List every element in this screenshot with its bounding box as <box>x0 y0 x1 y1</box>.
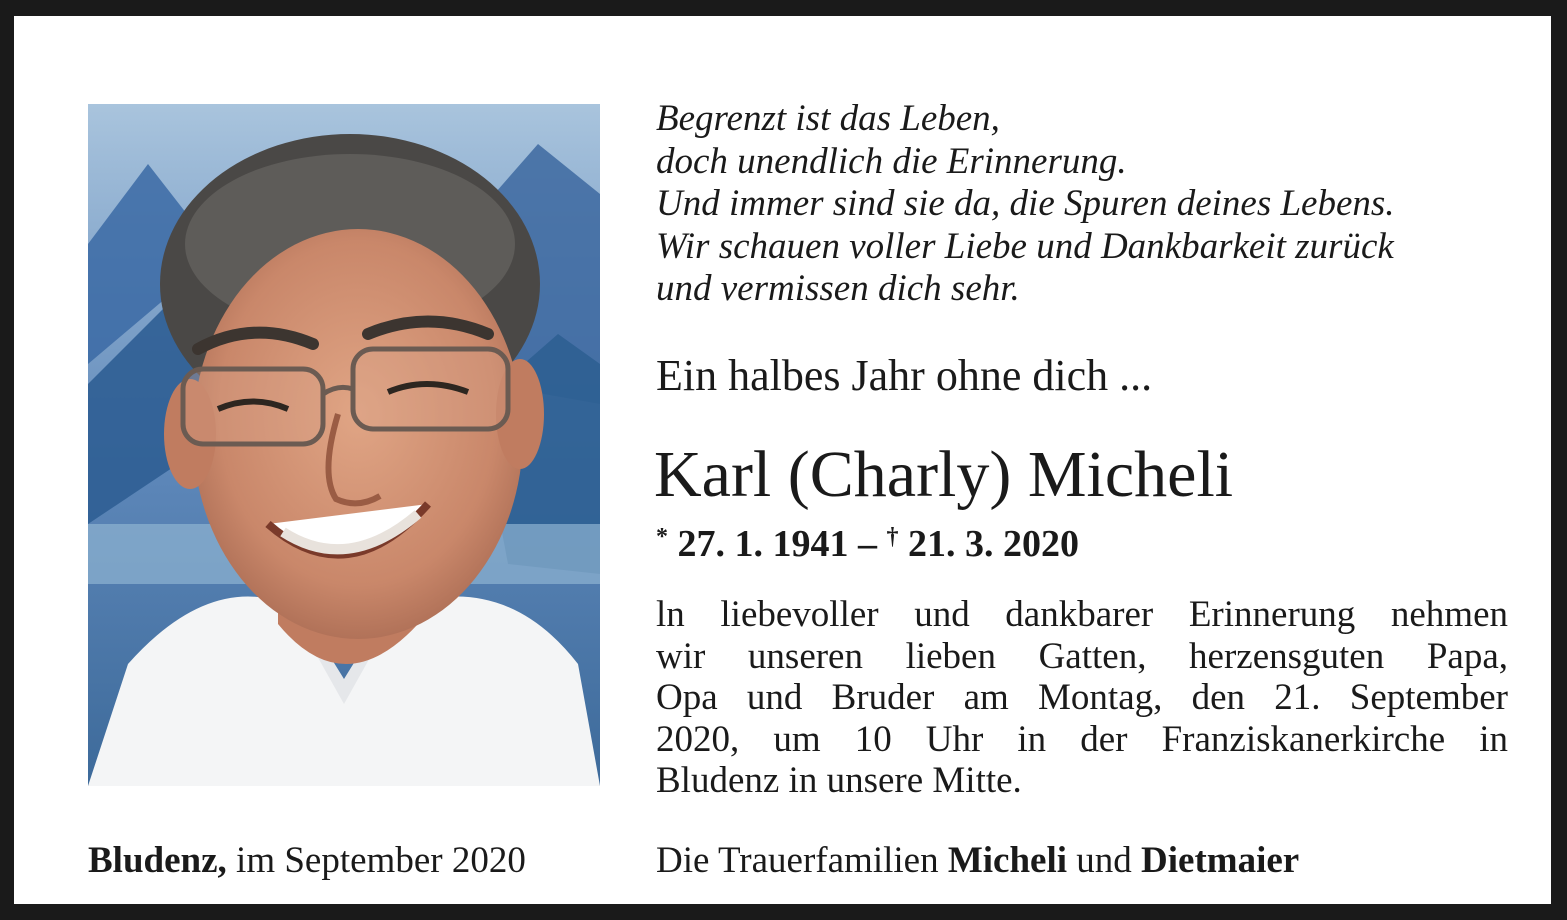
death-symbol: † <box>886 524 899 550</box>
announcement-line: wir unseren lieben Gatten, herzensguten Papa, <box>656 635 1508 677</box>
portrait-photo <box>88 104 600 786</box>
portrait-illustration <box>88 104 600 786</box>
date-separator: – <box>848 523 887 565</box>
deceased-name: Karl (Charly) Micheli <box>654 438 1234 511</box>
poem-line: Wir schauen voller Liebe und Dankbarkeit zurück <box>656 225 1394 267</box>
memorial-poem <box>656 98 1516 311</box>
announcement-line: 2020, um 10 Uhr in der Franziskanerkirche in <box>656 718 1508 760</box>
poem-line: doch unendlich die Erinnerung. <box>656 140 1127 182</box>
subheading: Ein halbes Jahr ohne dich ... <box>656 351 1153 400</box>
family-name-2: Dietmaier <box>1141 840 1300 881</box>
family-signoff <box>656 838 1299 884</box>
announcement-line: Bludenz in unsere Mitte. <box>656 760 1022 801</box>
birth-date: 27. 1. 1941 <box>677 523 849 565</box>
birth-symbol: * <box>656 524 668 550</box>
signoff-prefix: Die Trauerfamilien <box>656 840 948 881</box>
family-name-1: Micheli <box>947 840 1068 881</box>
announcement-line: Opa und Bruder am Montag, den 21. September <box>656 677 1508 718</box>
poem-line: Begrenzt ist das Leben, <box>656 98 1000 139</box>
poem-line: und vermissen dich sehr. <box>656 268 1020 309</box>
place-city: Bludenz, <box>88 840 227 881</box>
poem-line: Und immer sind sie da, die Spuren deines Lebens. <box>656 183 1395 224</box>
death-date: 21. 3. 2020 <box>908 523 1079 565</box>
place-date: im September 2020 <box>226 840 526 881</box>
signoff-and: und <box>1067 840 1142 881</box>
place-and-date <box>88 838 526 884</box>
announcement-line: ln liebevoller und dankbarer Erinnerung nehmen <box>656 594 1508 635</box>
life-dates <box>656 514 1079 567</box>
memorial-announcement <box>656 594 1508 802</box>
